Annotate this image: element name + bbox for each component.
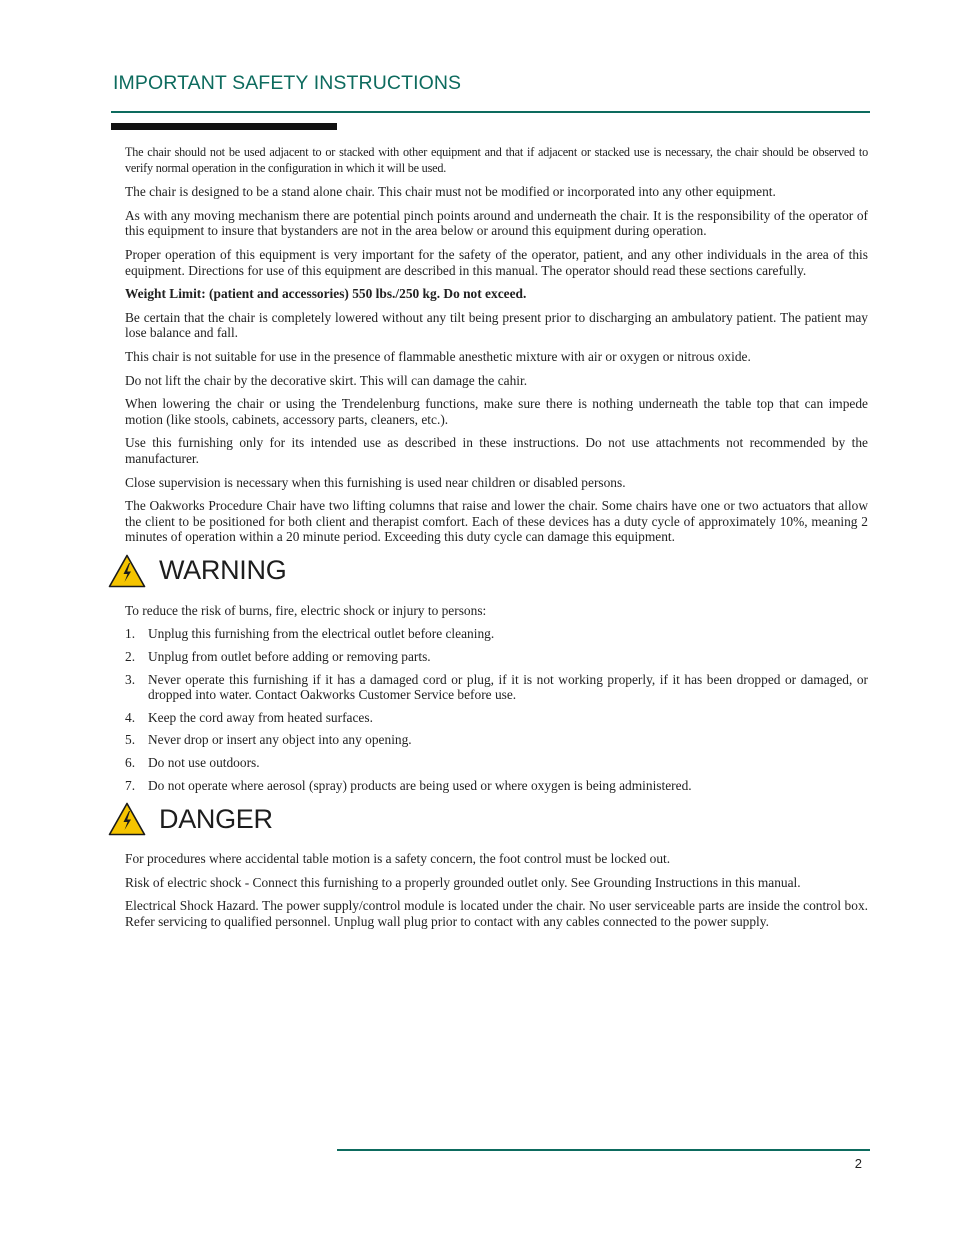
list-item (125, 778, 868, 794)
list-item-text: Keep the cord away from heated surfaces. (148, 709, 373, 725)
list-item-number: 6. (125, 755, 136, 771)
paragraph-adjacent-use: The chair should not be used adjacent to or stacked with other equipment and that if adjacent or stacked use is necessary, the chair should be observed to verify normal operation in the configuration in which it will be used. (125, 145, 868, 175)
list-item-number: 4. (125, 709, 136, 725)
paragraph-lowered: Be certain that the chair is completely lowered without any tilt being present prior to discharging an ambulatory patient. The patient may lose balance and fall. (125, 309, 868, 341)
paragraph-pinch-points: As with any moving mechanism there are potential pinch points around and underneath the chair. It is the responsibility of the operator of this equipment to insure that bystanders are not in the area below or around this equipment during operation. (125, 207, 868, 239)
paragraph-supervision: Close supervision is necessary when this furnishing is used near children or disabled persons. (125, 474, 626, 490)
main-content (125, 145, 868, 938)
list-item-number: 2. (125, 649, 136, 665)
paragraph-skirt: Do not lift the chair by the decorative skirt. This will can damage the cahir. (125, 372, 528, 388)
header-rule (111, 111, 870, 113)
paragraph-trendelenburg: When lowering the chair or using the Trendelenburg functions, make sure there is nothing underneath the table top that can impede motion (like stools, cabinets, accessory parts, cleaners, etc.). (125, 396, 868, 427)
list-item-text: Never drop or insert any object into any opening. (148, 732, 412, 748)
list-item (125, 710, 868, 726)
warning-list (125, 626, 868, 793)
paragraph-flammable: This chair is not suitable for use in the presence of flammable anesthetic mixture with air or oxygen or nitrous oxide. (125, 348, 751, 364)
list-item (125, 626, 868, 642)
list-item-text: Never operate this furnishing if it has a damaged cord or plug, if it is not working properly, if it has been dropped or damaged, or dropped into water. Contact Oakworks Customer Service before use. (148, 671, 868, 703)
page-title: IMPORTANT SAFETY INSTRUCTIONS (113, 72, 462, 94)
header-accent-bar (111, 123, 337, 130)
danger-title: DANGER (159, 803, 273, 834)
warning-heading (108, 553, 851, 589)
list-item-text: Do not operate where aerosol (spray) products are being used or where oxygen is being administered. (148, 777, 692, 793)
list-item-text: Unplug from outlet before adding or removing parts. (148, 649, 431, 665)
paragraph-proper-operation: Proper operation of this equipment is very important for the safety of the operator, patient, and any other individuals in the area of this equipment. Directions for use of this equipment are described in this manual. The operator should read these sections carefully. (125, 246, 868, 278)
paragraph-foot-control: For procedures where accidental table motion is a safety concern, the foot control must be locked out. (125, 851, 671, 867)
list-item (125, 732, 868, 748)
list-item-number: 3. (125, 671, 136, 687)
paragraph-intended-use: Use this furnishing only for its intended use as described in these instructions. Do not use attachments not recommended by the manufacturer. (125, 435, 868, 466)
list-item-text: Unplug this furnishing from the electrical outlet before cleaning. (148, 626, 495, 642)
footer-rule (337, 1149, 870, 1151)
paragraph-shock-hazard: Electrical Shock Hazard. The power supply/control module is located under the chair. No user serviceable parts are inside the control box. Refer servicing to qualified personnel. Unplug wall plug prior to contact with any cables connected to the power supply. (125, 898, 868, 929)
list-item-text: Do not use outdoors. (148, 755, 260, 771)
list-item-number: 5. (125, 732, 136, 748)
list-item-number: 7. (125, 777, 136, 793)
warning-title: WARNING (159, 555, 287, 586)
list-item (125, 649, 868, 665)
list-item (125, 755, 868, 771)
paragraph-duty-cycle: The Oakworks Procedure Chair have two lifting columns that raise and lower the chair. Some chairs have one or two actuators that allow the client to be positioned for both client and therapist comfort. Each of these devices has a duty cycle of approximately 10%, meaning 2 minutes of operation within a 20 minute period. Exceeding this duty cycle can damage this equipment. (125, 498, 868, 545)
electrical-hazard-icon (108, 802, 146, 836)
list-item-number: 1. (125, 626, 136, 642)
paragraph-grounding: Risk of electric shock - Connect this furnishing to a properly grounded outlet only. See Grounding Instructions in this manual. (125, 874, 801, 890)
paragraph-weight-limit: Weight Limit: (patient and accessories) 550 lbs./250 kg. Do not exceed. (125, 286, 527, 302)
electrical-hazard-icon (108, 554, 146, 588)
page-number: 2 (854, 1156, 862, 1171)
list-item (125, 672, 868, 703)
paragraph-stand-alone: The chair is designed to be a stand alone chair. This chair must not be modified or incorporated into any other equipment. (125, 184, 776, 200)
warning-lead: To reduce the risk of burns, fire, electric shock or injury to persons: (125, 602, 487, 618)
danger-heading (108, 801, 851, 837)
